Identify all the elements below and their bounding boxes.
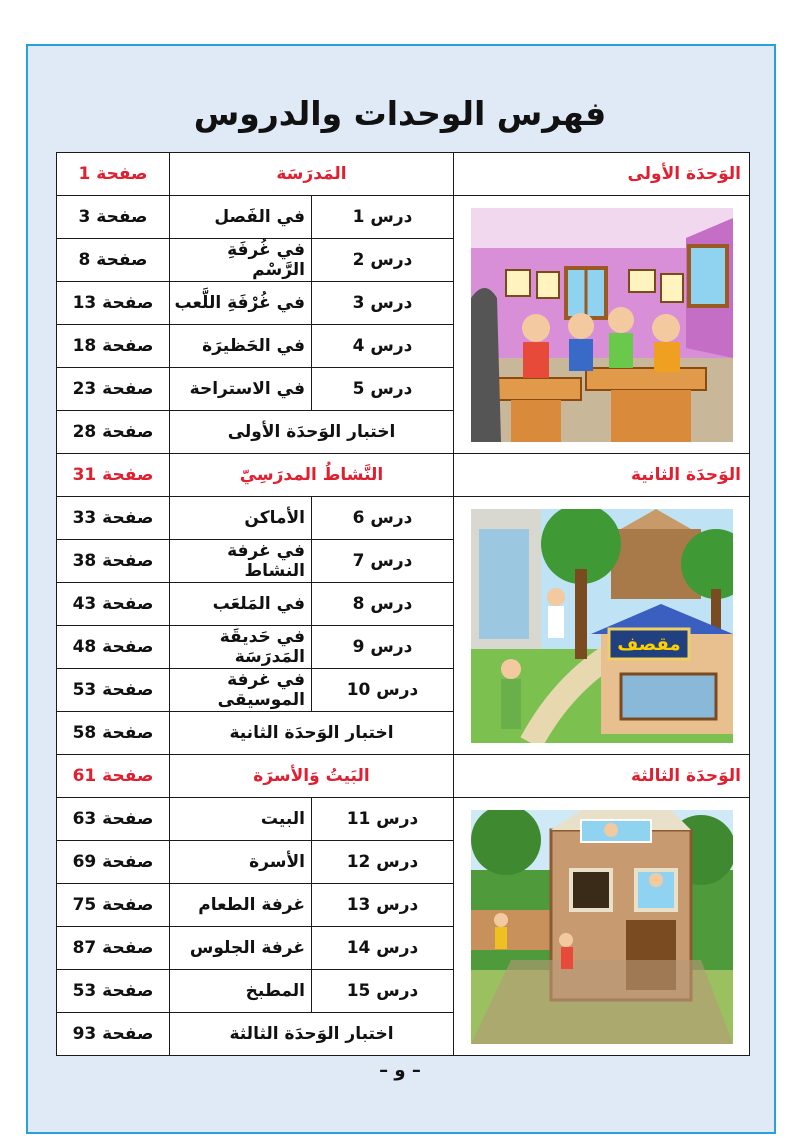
lesson-page: صفحة 63 [57,798,170,841]
lesson-number: درس 13 [312,884,454,927]
lesson-topic: البيت [170,798,312,841]
test-page: صفحة 93 [57,1013,170,1056]
unit-header-row [57,153,750,196]
lesson-topic: الأسرة [170,841,312,884]
school-yard-cafe-illustration [471,509,733,743]
lesson-topic: غرفة الطعام [170,884,312,927]
lesson-number: درس 10 [312,669,454,712]
test-label: اختبار الوَحدَة الثالثة [170,1013,454,1056]
index-table [56,152,750,1056]
lesson-page: صفحة 75 [57,884,170,927]
classroom-illustration [471,208,733,442]
lesson-topic: في الاستراحة [170,368,312,411]
unit-image-cell [454,497,750,755]
lesson-page: صفحة 8 [57,239,170,282]
lesson-page: صفحة 53 [57,669,170,712]
lesson-topic: في غُرْفَةِ اللَّعب [170,282,312,325]
lesson-number: درس 14 [312,927,454,970]
unit-title: الوَحدَة الثالثة [454,755,750,798]
cafe-sign: مقصف [616,633,681,655]
lesson-number: درس 5 [312,368,454,411]
lesson-topic: غرفة الجلوس [170,927,312,970]
test-label: اختبار الوَحدَة الثانية [170,712,454,755]
lesson-page: صفحة 3 [57,196,170,239]
lesson-page: صفحة 33 [57,497,170,540]
page-number-footer: – و – [379,1060,421,1081]
lesson-page: صفحة 69 [57,841,170,884]
page-title: فهرس الوحدات والدروس [193,94,607,133]
lesson-topic: في غرفة الموسيقى [170,669,312,712]
lesson-row [57,798,750,841]
test-label: اختبار الوَحدَة الأولى [170,411,454,454]
lesson-page: صفحة 43 [57,583,170,626]
lesson-number: درس 9 [312,626,454,669]
lesson-topic: في غُرفَةِ الرَّسْم [170,239,312,282]
unit-image-cell [454,798,750,1056]
house-family-illustration [471,810,733,1044]
unit-header-topic: المَدرَسَة [170,153,454,196]
unit-header-topic: النَّشاطُ المدرَسِيّ [170,454,454,497]
lesson-page: صفحة 48 [57,626,170,669]
lesson-topic: في الفَصل [170,196,312,239]
lesson-page: صفحة 13 [57,282,170,325]
unit-header-topic: البَيتُ وَالأسرَة [170,755,454,798]
lesson-number: درس 8 [312,583,454,626]
lesson-topic: في غرفة النشاط [170,540,312,583]
unit-header-row [57,454,750,497]
unit-title: الوَحدَة الثانية [454,454,750,497]
test-page: صفحة 58 [57,712,170,755]
unit-header-row [57,755,750,798]
lesson-number: درس 15 [312,970,454,1013]
unit-image-cell [454,196,750,454]
unit-title: الوَحدَة الأولى [454,153,750,196]
lesson-number: درس 1 [312,196,454,239]
lesson-page: صفحة 53 [57,970,170,1013]
lesson-topic: في حَديقَة المَدرَسَة [170,626,312,669]
lesson-page: صفحة 18 [57,325,170,368]
unit-header-page: صفحة 31 [57,454,170,497]
lesson-number: درس 4 [312,325,454,368]
lesson-number: درس 12 [312,841,454,884]
lesson-topic: الأماكن [170,497,312,540]
unit-header-page: صفحة 1 [57,153,170,196]
lesson-topic: في الحَظيرَة [170,325,312,368]
lesson-number: درس 2 [312,239,454,282]
lesson-topic: المطبخ [170,970,312,1013]
lesson-page: صفحة 87 [57,927,170,970]
lesson-number: درس 7 [312,540,454,583]
lesson-page: صفحة 38 [57,540,170,583]
unit-header-page: صفحة 61 [57,755,170,798]
test-page: صفحة 28 [57,411,170,454]
lesson-number: درس 6 [312,497,454,540]
lesson-page: صفحة 23 [57,368,170,411]
lesson-number: درس 11 [312,798,454,841]
lesson-number: درس 3 [312,282,454,325]
lesson-topic: في المَلعَب [170,583,312,626]
lesson-row [57,497,750,540]
lesson-row [57,196,750,239]
